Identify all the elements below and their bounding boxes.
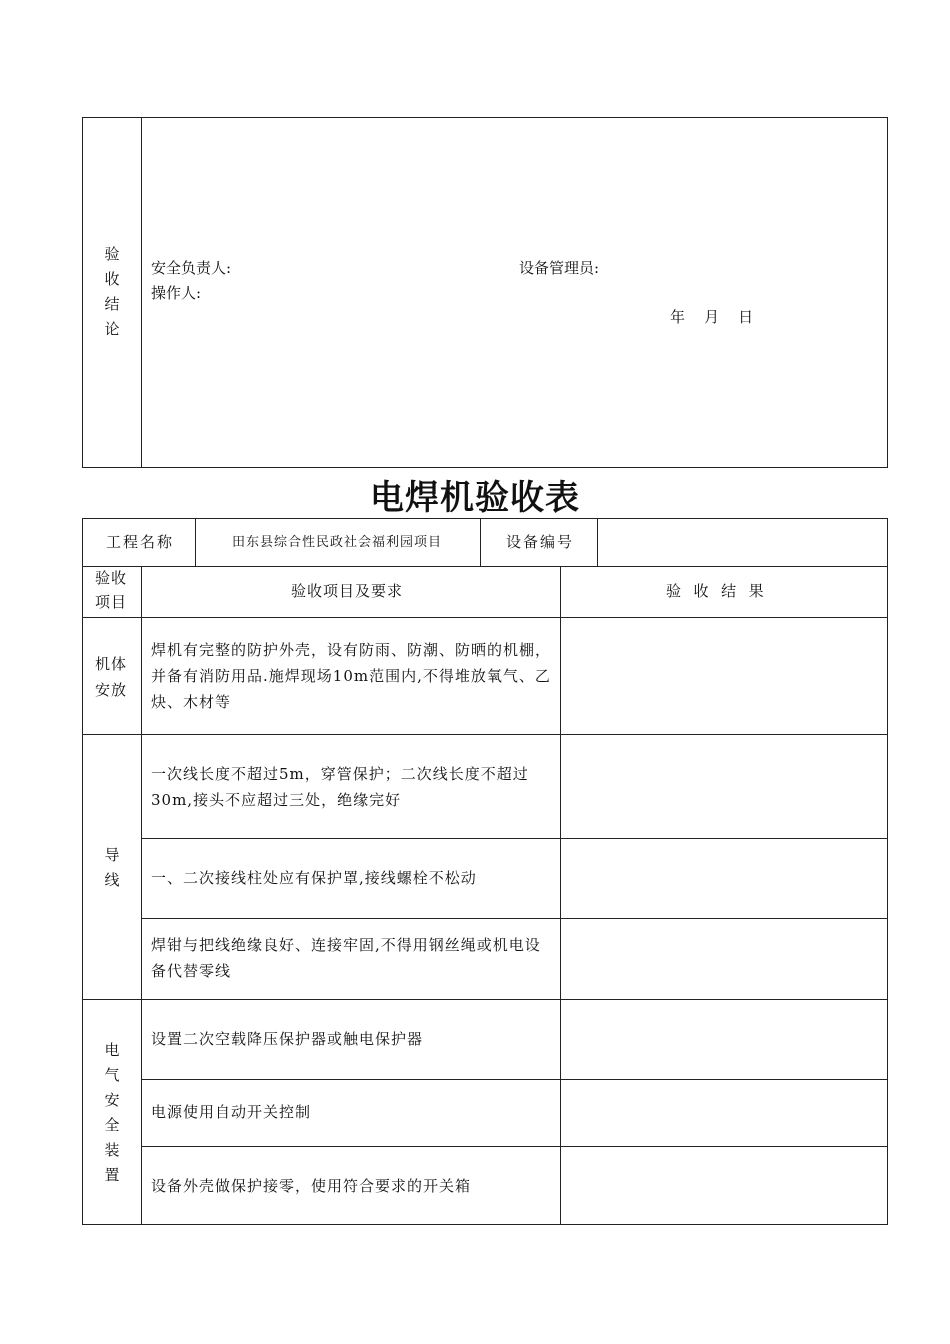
- row-line: [141, 1146, 888, 1147]
- column-result-header: 验 收 结 果: [666, 582, 765, 600]
- operator-label: 操作人:: [151, 284, 202, 302]
- section-label-wire: 导线: [104, 846, 120, 889]
- section-label-body: 机体安放: [94, 655, 127, 699]
- conclusion-divider: [141, 117, 142, 468]
- requirement-cell: 焊机有完整的防护外壳，设有防雨、防潮、防晒的机棚，并备有消防用品.施焊现场10m范围内,不得堆放氧气、乙炔、木材等: [151, 641, 552, 711]
- conclusion-table: [82, 117, 888, 468]
- col-divider-item: [141, 566, 142, 1225]
- requirement-cell: 设置二次空载降压保护器或触电保护器: [151, 1030, 424, 1048]
- requirement-cell: 电源使用自动开关控制: [151, 1103, 312, 1121]
- equipment-manager-label: 设备管理员:: [519, 259, 600, 277]
- row-line: [141, 1079, 888, 1080]
- header-divider-2: [480, 518, 481, 566]
- row-line: [141, 838, 888, 839]
- conclusion-label: 验收结论: [104, 245, 120, 338]
- equipment-no-label: 设备编号: [506, 533, 575, 551]
- row-line: [82, 734, 888, 735]
- page-title: 电焊机验收表: [370, 478, 580, 518]
- requirement-cell: 设备外壳做保护接零，使用符合要求的开关箱: [151, 1177, 472, 1195]
- requirement-cell: 一、二次接线柱处应有保护罩,接线螺栓不松动: [151, 869, 477, 887]
- header-divider-3: [597, 518, 598, 566]
- project-name-label: 工程名称: [106, 533, 175, 551]
- row-line: [141, 918, 888, 919]
- requirement-cell: 一次线长度不超过5m，穿管保护；二次线长度不超过30m,接头不应超过三处，绝缘完好: [151, 765, 529, 809]
- header-divider-1: [195, 518, 196, 566]
- row-line: [82, 617, 888, 618]
- date-label: 年 月 日: [670, 308, 754, 326]
- row-line: [82, 999, 888, 1000]
- row-line: [82, 566, 888, 567]
- project-name-value: 田东县综合性民政社会福利园项目: [232, 535, 443, 550]
- column-requirements-header: 验收项目及要求: [291, 582, 404, 600]
- safety-lead-label: 安全负责人:: [151, 259, 232, 277]
- column-item-header: 验收项目: [94, 569, 127, 611]
- col-divider-result: [560, 566, 561, 1225]
- requirement-cell: 焊钳与把线绝缘良好、连接牢固,不得用钢丝绳或机电设备代替零线: [151, 936, 541, 980]
- section-label-electrical: 电气安全装置: [104, 1041, 120, 1184]
